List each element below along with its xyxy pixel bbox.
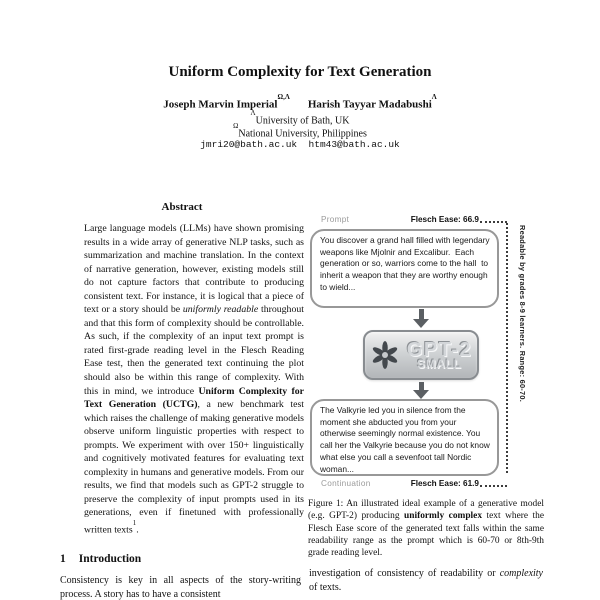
author-line xyxy=(0,93,600,111)
author-superscript: Λ xyxy=(431,93,437,101)
affiliation-superscript: Ω xyxy=(233,122,239,130)
arrow-shaft xyxy=(419,309,424,319)
continuation-flesch-score: Flesch Ease: 61.9 xyxy=(410,479,479,488)
author-1 xyxy=(163,93,290,111)
down-arrow-icon xyxy=(411,309,431,328)
caption-text: Figure 1: An illustrated ideal example of a generative model (e.g. GPT-2) producing xyxy=(308,499,544,522)
arrow-head xyxy=(413,390,429,399)
abstract-italic-phrase: uniformly readable xyxy=(182,304,259,316)
author-2 xyxy=(307,93,437,111)
body-italic-phrase: complexity xyxy=(499,568,543,579)
abstract-text: throughout and that this form of complexity should be controllable. As such, if the complexity of an input text prompt is rated first-grade reading level in the Flesch Reading Ease test, then the generated text continuing the plot should also be within this range of complexity. With this in mind, we introduce xyxy=(84,304,304,397)
prompt-flesch-score: Flesch Ease: 66.9 xyxy=(410,215,479,224)
model-label xyxy=(407,340,472,371)
section-heading-introduction xyxy=(60,553,304,565)
abstract-heading: Abstract xyxy=(161,201,203,213)
abstract-text: , a new benchmark test which raises the challenge of making generative models observe uniform linguistic properties with respect to prompts. We experiment with over 150+ linguistically and cognitively motivated features for evaluating text complexity in humans and generative models. From our results, we find that models such as GPT-2 struggle to preserve the complexity of input prompts used in its generations, even if finetuned with professionally written texts xyxy=(84,399,305,536)
model-name: GPT-2 xyxy=(406,338,473,361)
caption-bold-phrase: uniformly complex xyxy=(404,511,483,522)
arrow-shaft xyxy=(419,382,424,390)
model-size: SMALL xyxy=(417,358,462,371)
footnote-marker: 1 xyxy=(132,519,137,528)
abstract-bold-phrase: Uniform Complexity for Text Generation (UCTG) xyxy=(84,385,304,411)
affiliation-1 xyxy=(0,109,600,127)
openai-knot-icon xyxy=(370,340,400,370)
introduction-paragraph: Consistency is key in all aspects of the story-writing process. A story has to have a consistent xyxy=(60,575,301,600)
abstract-text: . xyxy=(136,524,139,536)
continuation-text-box: The Valkyrie led you in silence from the moment she abducted you from your otherwise seemingly normal existence. You call her the Valkyrie because you do not know what else you call a sevenfoot tall Nordic woman... xyxy=(310,399,499,476)
abstract-paragraph xyxy=(84,222,304,537)
section-title: Introduction xyxy=(78,553,142,565)
affiliation-2 xyxy=(0,122,600,140)
author-name: Joseph Marvin Imperial xyxy=(163,98,278,111)
dotted-bracket-line xyxy=(506,223,508,473)
right-column-paragraph xyxy=(309,567,543,595)
dotted-connector-bottom xyxy=(480,485,507,487)
author-superscript: Ω,Λ xyxy=(277,93,290,101)
continuation-label: Continuation xyxy=(321,479,371,488)
email-line: jmri20@bath.ac.uk htm43@bath.ac.uk xyxy=(200,139,400,150)
affiliation-superscript: Λ xyxy=(250,109,256,117)
prompt-text-box: You discover a grand hall filled with legendary weapons like Mjolnir and Excalibur. Each generation or so, warriors come to the hall to inherit a weapon that they are worthy enough to wield... xyxy=(310,229,499,308)
section-number: 1 xyxy=(60,553,66,565)
body-text: investigation of consistency of readability or xyxy=(309,568,500,579)
prompt-label: Prompt xyxy=(321,215,350,224)
arrow-head xyxy=(413,319,429,328)
affiliation-text: National University, Philippines xyxy=(238,128,367,140)
readability-range-note: Readable by grades 8-9 learners. Range: 60-70. xyxy=(518,225,527,403)
figure-1 xyxy=(309,213,541,497)
paper-title: Uniform Complexity for Text Generation xyxy=(168,64,432,80)
figure-caption xyxy=(308,498,544,559)
dotted-connector-top xyxy=(480,221,507,223)
body-text: of texts. xyxy=(309,581,342,593)
gpt2-model-box xyxy=(363,330,479,380)
caption-text: text where the Flesch Ease score of the generated text falls within the same readability range as the prompt which is 60-70 or 8th-9th grade reading level. xyxy=(308,511,545,559)
abstract-text: Large language models (LLMs) have shown promising results in a wide array of generative NLP tasks, such as summarization and machine translation. In the context of narrative generation, however, existing models still do not capture factors that contribute to producing consistent text. For instance, it is logical that a piece of text or a story should be xyxy=(84,223,304,316)
author-name: Harish Tayyar Madabushi xyxy=(307,98,432,111)
down-arrow-icon xyxy=(411,382,431,399)
affiliation-text: University of Bath, UK xyxy=(255,115,350,127)
